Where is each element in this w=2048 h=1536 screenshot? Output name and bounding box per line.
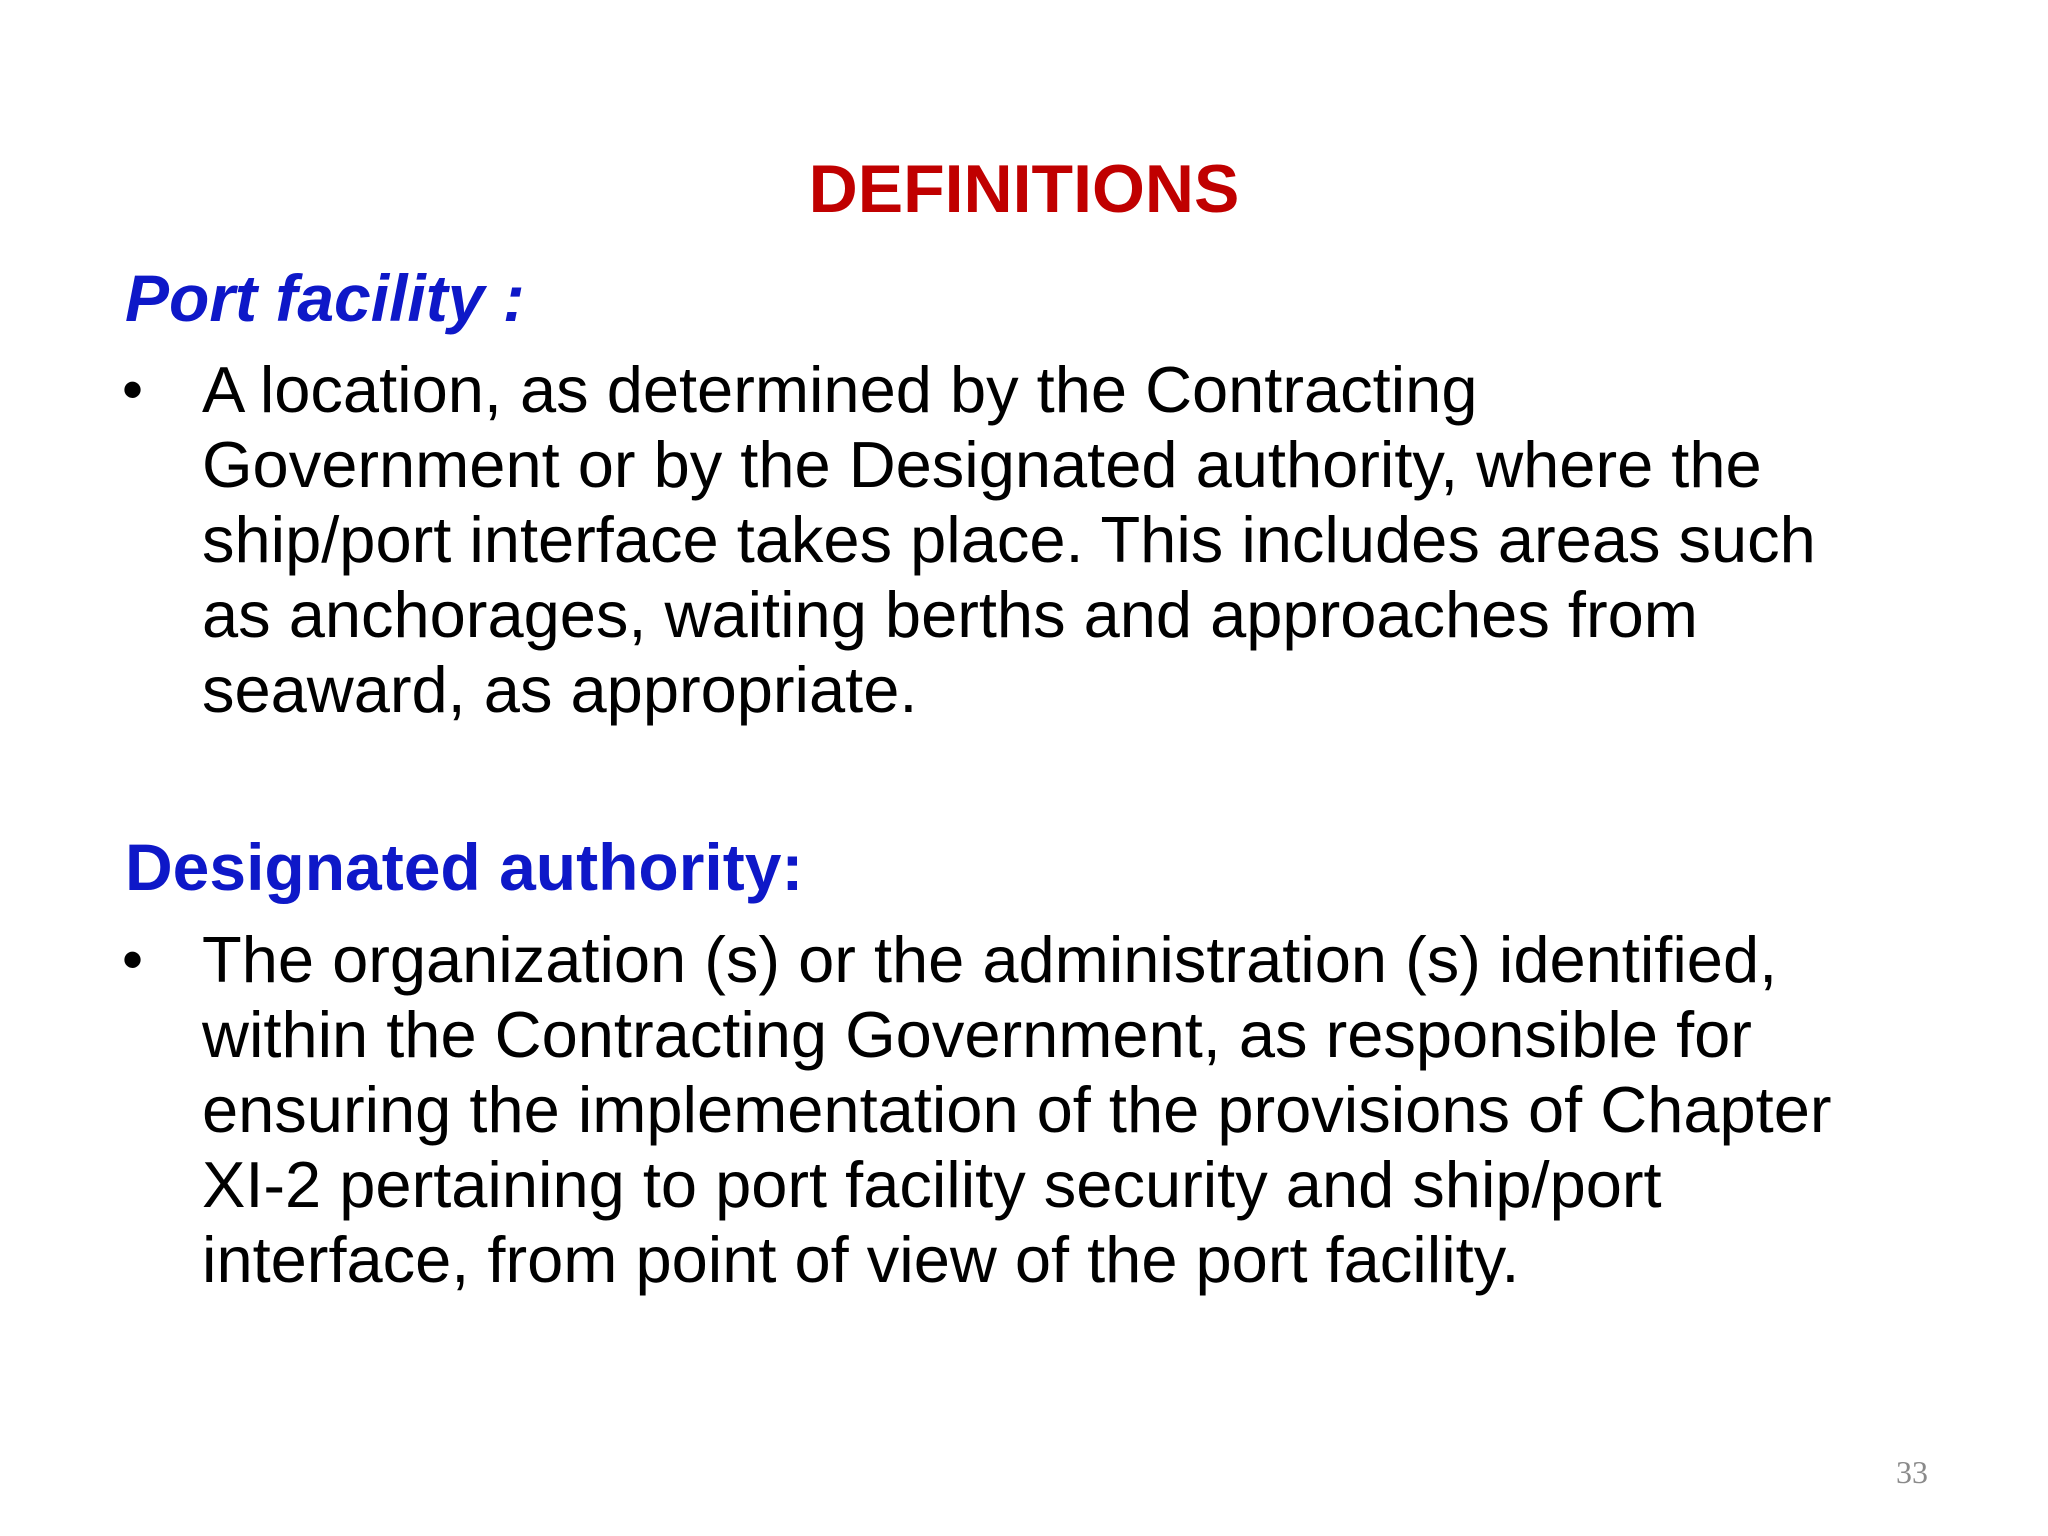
definition-line: XI-2 pertaining to port facility security and ship/port [202,1148,1662,1221]
definition-line: within the Contracting Government, as responsible for [202,998,1752,1071]
definition-line: ensuring the implementation of the provisions of Chapter [202,1073,1832,1146]
term-port-facility: Port facility : [125,261,525,335]
page-number: 33 [1896,1454,1928,1490]
definition-line: as anchorages, waiting berths and approaches from [202,578,1698,651]
bullet-marker: • [122,926,144,993]
definition-line: Government or by the Designated authority, where the [202,428,1762,501]
definition-line: A location, as determined by the Contracting [202,353,1478,426]
definition-line: seaward, as appropriate. [202,653,918,726]
term-designated-authority: Designated authority: [125,830,804,904]
slide-title: DEFINITIONS [808,151,1240,227]
definition-line: The organization (s) or the administration (s) identified, [202,923,1778,996]
bullet-marker: • [122,356,144,423]
definition-line: ship/port interface takes place. This includes areas such [202,503,1816,576]
definition-line: interface, from point of view of the port facility. [202,1223,1520,1296]
